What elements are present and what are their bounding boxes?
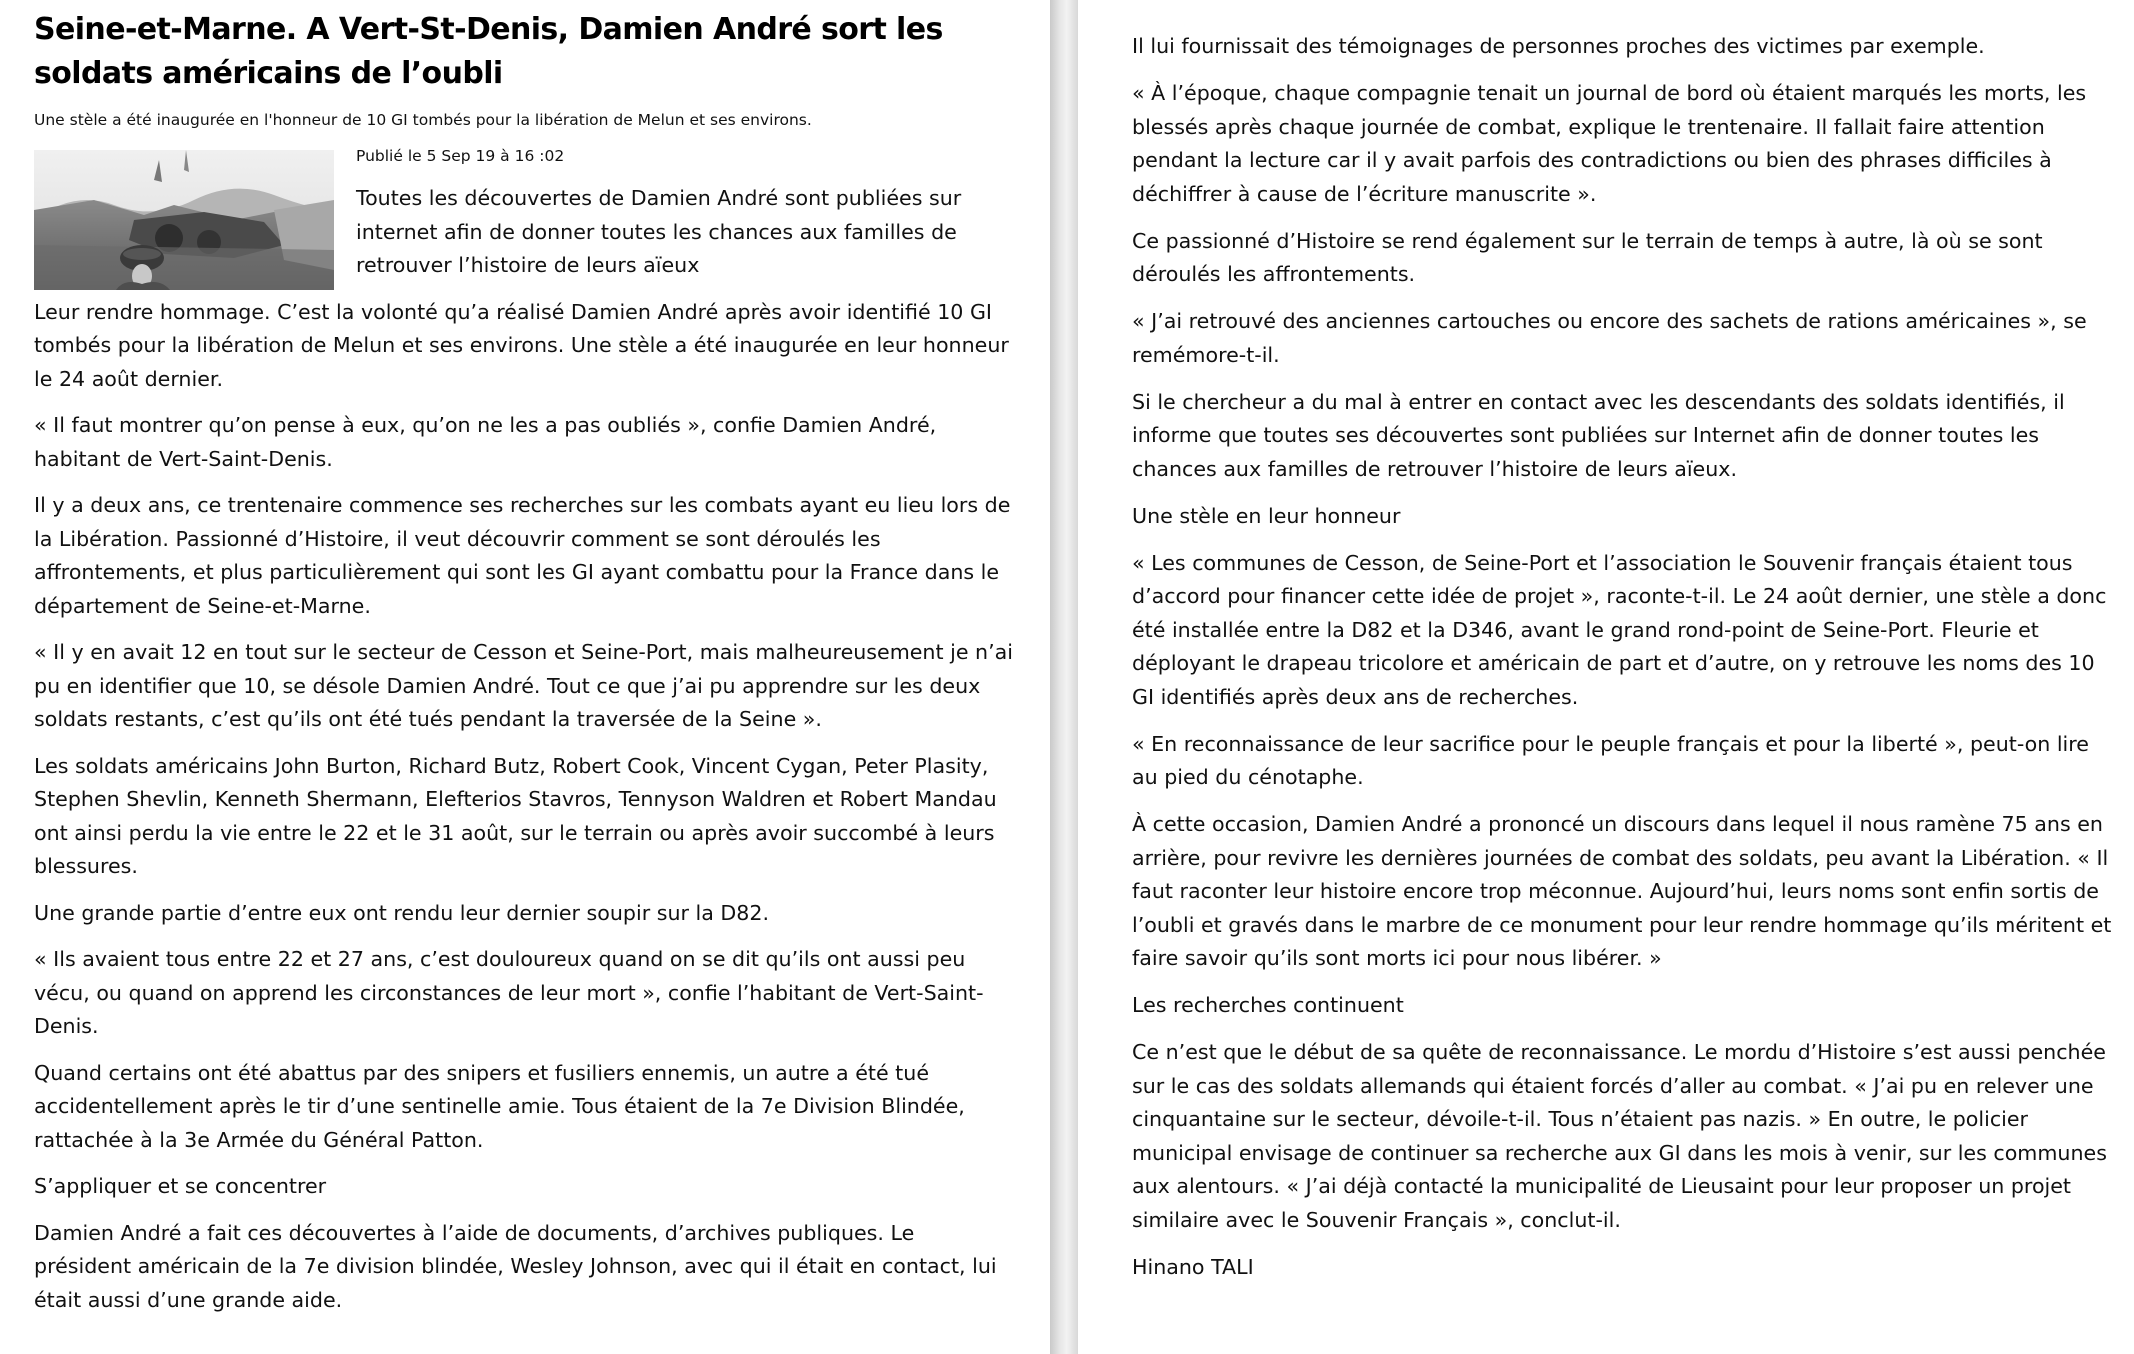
- paragraph: Leur rendre hommage. C’est la volonté qu’a réalisé Damien André après avoir identifié 10 GI tombés pour la libération de Melun et ses environs. Une stèle a été inaugurée en leur honneur le 24 août dernier.: [34, 299, 1009, 391]
- paragraph: « Il faut montrer qu’on pense à eux, qu’on ne les a pas oubliés », confie Damien André, habitant de Vert-Saint-Denis.: [34, 413, 937, 471]
- soldier-photo: [34, 150, 334, 290]
- paragraph: Si le chercheur a du mal à entrer en contact avec les descendants des soldats identifiés, il informe que toutes ses découvertes sont publiées sur Internet afin de donner toutes les chances aux familles de retrouver l’histoire de leurs aïeux.: [1132, 389, 2065, 481]
- paragraph: « Les communes de Cesson, de Seine-Port et l’association le Souvenir français étaient tous d’accord pour financer cette idée de projet », raconte-t-il. Le 24 août dernier, une stèle a donc été installée entre la D82 et la D346, avant le grand rond-point de Seine-Port. Fleurie et déployant le drapeau tricolore et américain de part et d’autre, on y retrouve les noms des 10 GI identifiés après deux ans de recherches.: [1132, 550, 2107, 709]
- author-byline: Hinano TALI: [1132, 1254, 1254, 1279]
- paragraph: Les soldats américains John Burton, Richard Butz, Robert Cook, Vincent Cygan, Peter Plasity, Stephen Shevlin, Kenneth Shermann, Elefterios Stavros, Tennyson Waldren et Robert Mandau ont ainsi perdu la vie entre le 22 et le 31 août, sur le terrain ou après avoir succombé à leurs blessures.: [34, 753, 997, 878]
- page-right: [1078, 0, 2134, 1354]
- paragraph: Une grande partie d’entre eux ont rendu leur dernier soupir sur la D82.: [34, 900, 770, 925]
- paragraph: Ce n’est que le début de sa quête de reconnaissance. Le mordu d’Histoire s’est aussi penchée sur le cas des soldats allemands qui étaient forcés d’aller au combat. « J’ai pu en relever une cinquantaine sur le secteur, dévoile-t-il. Tous n’étaient pas nazis. » En outre, le policier municipal envisage de continuer sa recherche aux GI dans les mois à venir, sur les communes aux alentours. « J’ai déjà contacté la municipalité de Lieusaint pour leur proposer un projet similaire avec le Souvenir Français », conclut-il.: [1132, 1040, 2107, 1232]
- paragraph: Quand certains ont été abattus par des snipers et fusiliers ennemis, un autre a été tué accidentellement après le tir d’une sentinelle amie. Tous étaient de la 7e Division Blindée, rattachée à la 3e Armée du Général Patton.: [34, 1060, 965, 1152]
- paragraph: « En reconnaissance de leur sacrifice pour le peuple français et pour la liberté », peut-on lire au pied du cénotaphe.: [1132, 731, 2089, 789]
- paragraph: Damien André a fait ces découvertes à l’aide de documents, d’archives publiques. Le président américain de la 7e division blindée, Wesley Johnson, avec qui il était en contact, lui était aussi d’une grande aide.: [34, 1220, 997, 1312]
- section-heading: Une stèle en leur honneur: [1132, 503, 1401, 528]
- section-heading: S’appliquer et se concentrer: [34, 1174, 327, 1198]
- paragraph: Il lui fournissait des témoignages de personnes proches des victimes par exemple.: [1132, 34, 1985, 58]
- paragraph: À cette occasion, Damien André a prononcé un discours dans lequel il nous ramène 75 ans en arrière, pour revivre les dernières journées de combat des soldats, peu avant la Libération. « Il faut raconter leur histoire encore trop méconnue. Aujourd’hui, leurs noms sont enfin sortis de l’oubli et gravés dans le marbre de ce monument pour leur rendre hommage qu’ils méritent et faire savoir qu’ils sont morts ici pour nous libérer. »: [1132, 812, 2112, 970]
- paragraph: « J’ai retrouvé des anciennes cartouches ou encore des sachets de rations américaines », se remémore-t-il.: [1132, 309, 2087, 367]
- publication-date: Publié le 5 Sep 19 à 16 :02: [356, 147, 565, 165]
- paragraph: « À l’époque, chaque compagnie tenait un journal de bord où étaient marqués les morts, les blessés après chaque journée de combat, explique le trentenaire. Il fallait faire attention pendant la lecture car il y avait parfois des contradictions ou bien des phrases difficiles à déchiffrer à cause de l’écriture manuscrite ».: [1132, 81, 2087, 206]
- paragraph: « Il y en avait 12 en tout sur le secteur de Cesson et Seine-Port, mais malheureusement je n’ai pu en identifier que 10, se désole Damien André. Tout ce que j’ai pu apprendre sur les deux soldats restants, c’est qu’ils ont été tués pendant la traversée de la Seine ».: [34, 640, 1013, 731]
- page-gutter: [1050, 0, 1078, 1354]
- article-subtitle: Une stèle a été inaugurée en l'honneur de 10 GI tombés pour la libération de Melun et ses environs.: [34, 111, 812, 129]
- article-title: Seine-et-Marne. A Vert-St-Denis, Damien André sort les soldats américains de l’oubli: [34, 12, 943, 91]
- paragraph: Toutes les découvertes de Damien André sont publiées sur internet afin de donner toutes les chances aux familles de retrouver l’histoire de leurs aïeux: [356, 186, 962, 277]
- page-left: [0, 0, 1050, 1354]
- section-heading: Les recherches continuent: [1132, 993, 1404, 1017]
- paragraph: Ce passionné d’Histoire se rend également sur le terrain de temps à autre, là où se sont déroulés les affrontements.: [1132, 228, 2043, 286]
- paragraph: Il y a deux ans, ce trentenaire commence ses recherches sur les combats ayant eu lieu lors de la Libération. Passionné d’Histoire, il veut découvrir comment se sont déroulés les affrontements, et plus particulièrement qui sont les GI ayant combattu pour la France dans le département de Seine-et-Marne.: [34, 493, 1011, 618]
- paragraph: « Ils avaient tous entre 22 et 27 ans, c’est douloureux quand on se dit qu’ils ont aussi peu vécu, ou quand on apprend les circonstances de leur mort », confie l’habitant de Vert-Saint-Denis.: [34, 947, 984, 1038]
